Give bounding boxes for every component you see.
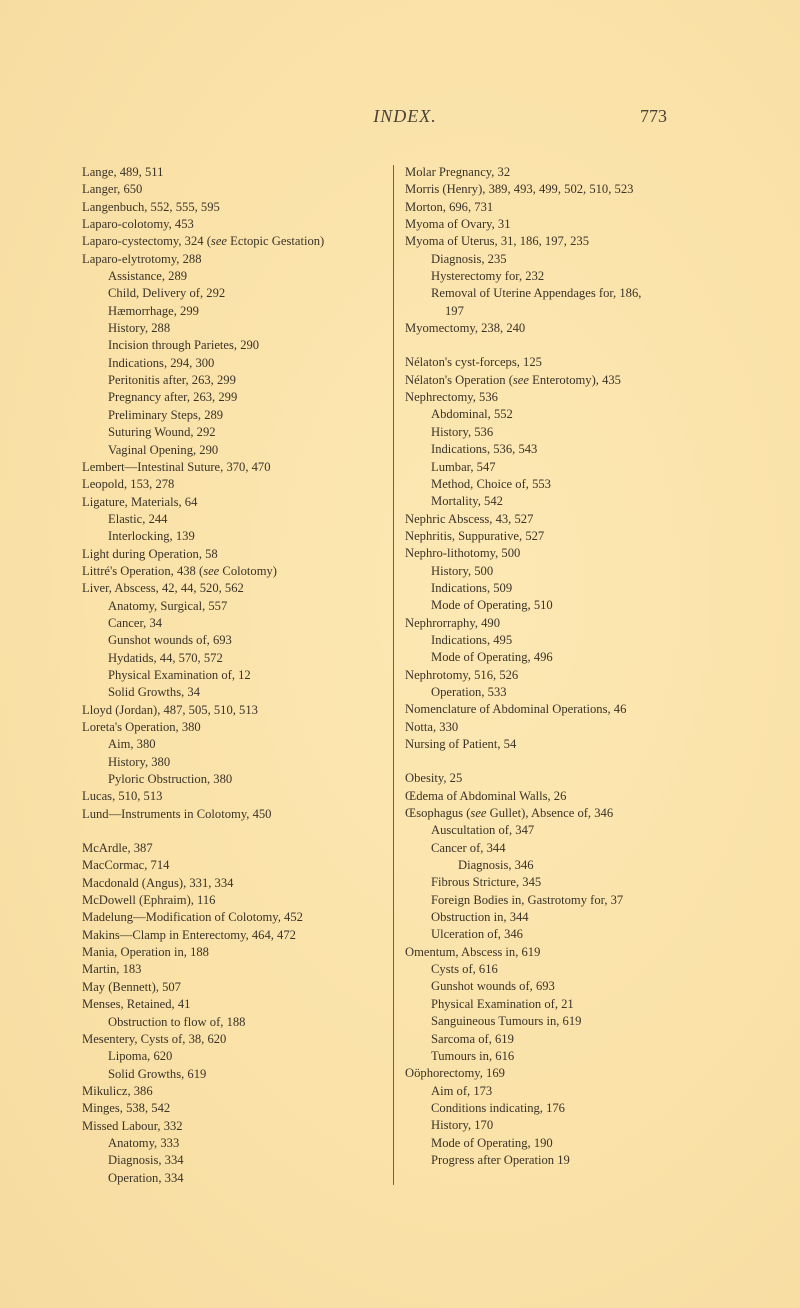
index-subentry: Sarcoma of, 619 [431,1031,514,1046]
index-entry: May (Bennett), 507 [82,979,181,994]
index-entry: Light during Operation, 58 [82,546,218,561]
index-subentry: Mode of Operating, 510 [431,598,553,613]
running-header-title: INDEX. [373,106,437,126]
index-entry: Œdema of Abdominal Walls, 26 [405,788,567,803]
index-entry: Morton, 696, 731 [405,199,494,214]
index-entry: Oöphorectomy, 169 [405,1066,505,1081]
index-subentry: Diagnosis, 346 [458,858,534,873]
index-subentry: Physical Examination of, 21 [431,996,574,1011]
index-entry: Ligature, Materials, 64 [82,494,198,509]
index-entry: Nephrectomy, 536 [405,390,498,405]
index-subentry: Conditions indicating, 176 [431,1100,565,1115]
index-entry: Macdonald (Angus), 331, 334 [82,875,234,890]
index-entry: Nélaton's cyst-forceps, 125 [405,355,542,370]
index-entry: Notta, 330 [405,719,459,734]
index-entry: Myomectomy, 238, 240 [405,321,526,336]
index-subentry: Indications, 536, 543 [431,442,538,457]
index-subentry: Physical Examination of, 12 [108,667,251,682]
index-subentry: Hysterectomy for, 232 [431,269,545,284]
index-entry: Mesentery, Cysts of, 38, 620 [82,1031,227,1046]
index-subentry: Ulceration of, 346 [431,927,523,942]
index-entry: Lloyd (Jordan), 487, 505, 510, 513 [82,702,258,717]
column-divider [393,165,394,1185]
index-subentry: Foreign Bodies in, Gastrotomy for, 37 [431,892,624,907]
index-entry: Omentum, Abscess in, 619 [405,944,541,959]
index-subentry: Method, Choice of, 553 [431,476,551,491]
index-subentry: Gunshot wounds of, 693 [108,633,232,648]
index-entry: Molar Pregnancy, 32 [405,165,511,179]
index-subentry: Abdominal, 552 [431,407,513,422]
index-subentry: History, 536 [431,424,494,439]
index-entry: Nephrotomy, 516, 526 [405,667,519,682]
index-subentry: Peritonitis after, 263, 299 [108,373,236,388]
index-subentry: Cancer, 34 [108,615,163,630]
index-subentry: Hæmorrhage, 299 [108,303,199,318]
index-entry: Laparo-cystectomy, 324 (see Ectopic Gestation) [82,234,325,249]
index-subentry: Obstruction to flow of, 188 [108,1014,246,1029]
index-entry: Mikulicz, 386 [82,1083,153,1098]
index-entry: Nomenclature of Abdominal Operations, 46 [405,702,627,717]
index-entry: Makins—Clamp in Enterectomy, 464, 472 [82,927,296,942]
index-subentry: Cancer of, 344 [431,840,506,855]
page-number: 773 [640,106,667,126]
index-entry: Nephro-lithotomy, 500 [405,546,521,561]
index-entry: Nephric Abscess, 43, 527 [405,511,534,526]
index-subentry: Mode of Operating, 496 [431,650,553,665]
index-subentry: Interlocking, 139 [108,529,195,544]
index-subentry: Progress after Operation 19 [431,1152,570,1167]
index-subentry: Lipoma, 620 [108,1049,173,1064]
index-entry: Langenbuch, 552, 555, 595 [82,199,220,214]
index-subentry: Indications, 294, 300 [108,355,215,370]
index-entry: Laparo-elytrotomy, 288 [82,251,202,266]
index-subentry: History, 288 [108,321,171,336]
index-entry: Myoma of Uterus, 31, 186, 197, 235 [405,234,589,249]
index-subentry: Suturing Wound, 292 [108,425,216,440]
index-subentry: Removal of Uterine Appendages for, 186, [431,286,642,301]
index-subentry: Fibrous Stricture, 345 [431,875,542,890]
see-reference-label: see [203,563,220,578]
index-entry: Lembert—Intestinal Suture, 370, 470 [82,459,271,474]
index-entry: Nephrorraphy, 490 [405,615,501,630]
index-entry: Mania, Operation in, 188 [82,945,209,960]
index-entry: Nursing of Patient, 54 [405,737,517,751]
index-entry: Myoma of Ovary, 31 [405,217,511,232]
index-subentry: Aim of, 173 [431,1083,493,1098]
index-subentry: Indications, 495 [431,632,513,647]
index-entry: Lucas, 510, 513 [82,789,163,804]
index-entry: MacCormac, 714 [82,858,170,873]
index-subentry: Sanguineous Tumours in, 619 [431,1014,582,1029]
index-entry: Morris (Henry), 389, 493, 499, 502, 510, 523 [405,182,634,197]
index-subentry: Pyloric Obstruction, 380 [108,772,233,787]
index-subentry: Elastic, 244 [108,511,168,526]
index-entry: Nélaton's Operation (see Enterotomy), 435 [405,372,621,387]
index-entry: Laparo-colotomy, 453 [82,217,194,232]
index-entry: Lund—Instruments in Colotomy, 450 [82,806,272,821]
index-entry: Langer, 650 [82,182,143,197]
index-subentry: Auscultation of, 347 [431,823,535,838]
index-column-left [82,164,392,1187]
index-subentry: Solid Growths, 34 [108,685,201,700]
index-subentry: Pregnancy after, 263, 299 [108,390,238,405]
index-entry: Littré's Operation, 438 (see Colotomy) [82,563,278,578]
index-subentry: Anatomy, Surgical, 557 [108,598,228,613]
index-subentry: Obstruction in, 344 [431,910,529,925]
index-column-right [405,164,795,1169]
index-subentry: Vaginal Opening, 290 [108,442,219,457]
index-entry: McArdle, 387 [82,841,153,856]
index-entry: Leopold, 153, 278 [82,477,175,492]
index-subentry: Indications, 509 [431,580,513,595]
index-subentry: Operation, 533 [431,684,507,699]
index-entry: Œsophagus (see Gullet), Absence of, 346 [405,806,614,821]
index-subentry: History, 170 [431,1118,494,1133]
index-subentry: Anatomy, 333 [108,1135,180,1150]
index-entry: McDowell (Ephraim), 116 [82,893,216,908]
index-subentry: Diagnosis, 235 [431,251,507,266]
see-reference-label: see [470,806,487,821]
index-entry: Loreta's Operation, 380 [82,720,201,734]
index-subentry: Hydatids, 44, 570, 572 [108,650,223,665]
index-subentry: Mode of Operating, 190 [431,1135,553,1150]
index-subentry: Diagnosis, 334 [108,1153,184,1168]
index-entry: Lange, 489, 511 [82,165,164,179]
index-subentry: History, 500 [431,563,494,578]
index-entry: Liver, Abscess, 42, 44, 520, 562 [82,581,244,596]
index-entry: Obesity, 25 [405,771,463,786]
index-subentry: Assistance, 289 [108,269,188,284]
index-entry: Nephritis, Suppurative, 527 [405,528,545,543]
index-subentry: Aim, 380 [108,737,156,752]
index-entry: Madelung—Modification of Colotomy, 452 [82,910,303,925]
see-reference-label: see [210,234,228,249]
index-subentry: Mortality, 542 [431,494,503,509]
index-entry: Minges, 538, 542 [82,1101,171,1116]
index-subentry: Solid Growths, 619 [108,1066,207,1081]
index-entry: Menses, Retained, 41 [82,997,191,1012]
index-subentry: Lumbar, 547 [431,459,496,474]
index-subentry: Operation, 334 [108,1170,184,1185]
index-entry: Martin, 183 [82,962,142,977]
index-subentry: 197 [445,303,464,318]
index-subentry: Preliminary Steps, 289 [108,407,224,422]
index-subentry: Cysts of, 616 [431,962,498,977]
index-subentry: Child, Delivery of, 292 [108,286,226,301]
index-subentry: History, 380 [108,754,171,769]
index-subentry: Gunshot wounds of, 693 [431,979,555,994]
see-reference-label: see [512,372,529,387]
index-subentry: Incision through Parietes, 290 [108,338,260,353]
index-entry: Missed Labour, 332 [82,1118,183,1133]
index-subentry: Tumours in, 616 [431,1048,515,1063]
